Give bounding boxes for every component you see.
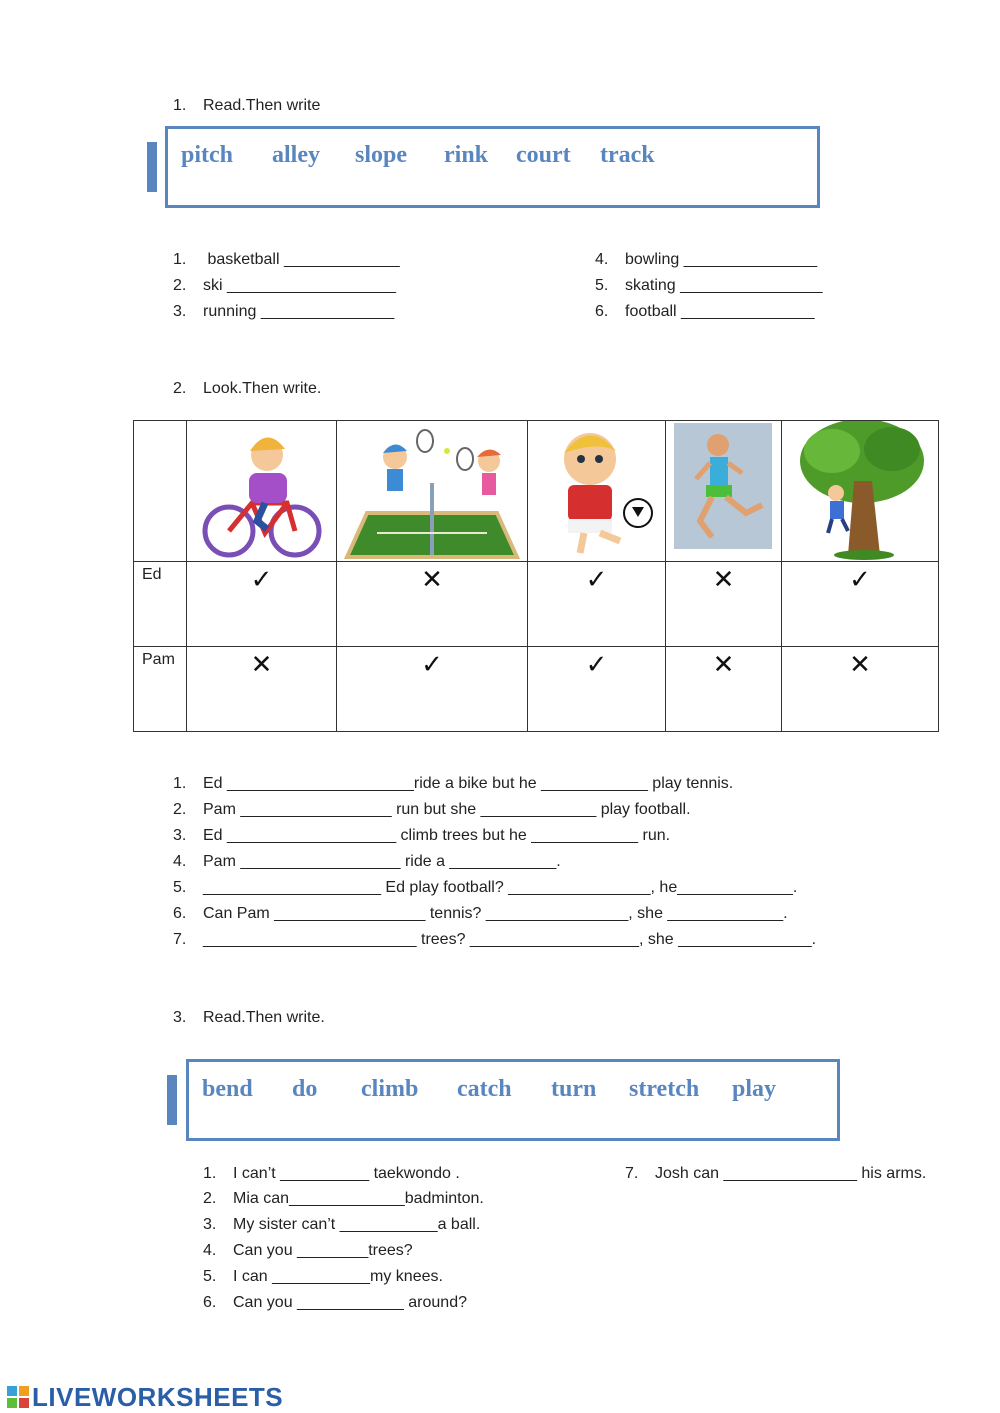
- exercise-3-item[interactable]: 7. Josh can _______________ his arms.: [625, 1165, 927, 1182]
- table-corner-cell: [134, 421, 187, 562]
- word-court: court: [516, 142, 571, 168]
- word-turn: turn: [551, 1076, 597, 1102]
- exercise-1-item[interactable]: 6. football _______________: [595, 303, 815, 320]
- word-pitch: pitch: [181, 142, 234, 168]
- exercise-3-item[interactable]: 4. Can you ________trees?: [203, 1242, 413, 1259]
- mark-icon: ✓: [585, 649, 608, 679]
- picture-cell: [528, 421, 666, 562]
- exercise-3-item[interactable]: 1. I can’t __________ taekwondo .: [203, 1165, 460, 1182]
- exercise-2-item[interactable]: 2. Pam _________________ run but she _____________ play football.: [173, 801, 691, 818]
- exercise-2-item[interactable]: 7. ________________________ trees? ___________________, she _______________.: [173, 931, 817, 948]
- bike-riding-picture: [187, 421, 336, 561]
- exercise-3-item[interactable]: 5. I can ___________my knees.: [203, 1268, 443, 1285]
- mark-icon: ✕: [250, 649, 273, 679]
- row-name-cell: Pam: [134, 647, 187, 732]
- word-do: do: [292, 1076, 318, 1102]
- section-3-heading: 3. Read.Then write.: [173, 1009, 325, 1026]
- word-stretch: stretch: [629, 1076, 700, 1102]
- tennis-picture: [337, 421, 527, 561]
- mark-icon: ✕: [712, 564, 735, 594]
- word-climb: climb: [361, 1076, 419, 1102]
- exercise-3-item[interactable]: 6. Can you ____________ around?: [203, 1294, 467, 1311]
- word-slope: slope: [355, 142, 408, 168]
- mark-cell: [528, 647, 666, 732]
- tree-climbing-picture: [782, 421, 938, 561]
- mark-icon: ✓: [421, 649, 443, 679]
- exercise-1-item[interactable]: 1. basketball _____________: [173, 251, 400, 268]
- exercise-2-item[interactable]: 6. Can Pam _________________ tennis? ________________, she _____________.: [173, 905, 788, 922]
- exercise-1-item[interactable]: 3. running _______________: [173, 303, 395, 320]
- word-box-1: [165, 126, 820, 208]
- mark-cell: [187, 647, 337, 732]
- exercise-3-item[interactable]: 2. Mia can_____________badminton.: [203, 1190, 484, 1207]
- word-bend: bend: [202, 1076, 253, 1102]
- word-catch: catch: [457, 1076, 512, 1102]
- word-box-bar: [167, 1075, 177, 1125]
- football-picture: [528, 421, 665, 561]
- section-1-heading: 1. Read.Then write: [173, 97, 321, 114]
- mark-cell: [337, 562, 528, 647]
- table-row-pam: [134, 647, 939, 732]
- mark-cell: [782, 647, 939, 732]
- picture-cell: [337, 421, 528, 562]
- mark-icon: ✕: [849, 649, 871, 679]
- picture-cell: [782, 421, 939, 562]
- exercise-2-item[interactable]: 1. Ed _____________________ride a bike but he ____________ play tennis.: [173, 775, 734, 792]
- table-row-ed: [134, 562, 939, 647]
- ability-table: [133, 420, 939, 732]
- word-box-bar: [147, 142, 157, 192]
- mark-cell: [528, 562, 666, 647]
- liveworksheets-logo[interactable]: LIVEWORKSHEETS: [6, 1382, 283, 1413]
- mark-icon: ✓: [585, 564, 608, 594]
- section-2-heading: 2. Look.Then write.: [173, 380, 322, 397]
- mark-cell: [782, 562, 939, 647]
- row-name-cell: Ed: [134, 562, 187, 647]
- mark-icon: ✓: [849, 564, 871, 594]
- exercise-1-item[interactable]: 2. ski ___________________: [173, 277, 397, 294]
- picture-cell: [187, 421, 337, 562]
- mark-cell: [666, 647, 782, 732]
- picture-cell: [666, 421, 782, 562]
- exercise-3-item[interactable]: 3. My sister can’t ___________a ball.: [203, 1216, 481, 1233]
- mark-cell: [666, 562, 782, 647]
- exercise-2-item[interactable]: 3. Ed ___________________ climb trees but he ____________ run.: [173, 827, 671, 844]
- word-play: play: [732, 1076, 777, 1102]
- exercise-2-item[interactable]: 4. Pam __________________ ride a ____________.: [173, 853, 561, 870]
- word-track: track: [600, 142, 655, 168]
- mark-icon: ✕: [712, 649, 735, 679]
- mark-cell: [187, 562, 337, 647]
- exercise-1-item[interactable]: 5. skating ________________: [595, 277, 823, 294]
- mark-icon: ✓: [250, 564, 273, 594]
- mark-icon: ✕: [421, 564, 443, 594]
- exercise-1-item[interactable]: 4. bowling _______________: [595, 251, 818, 268]
- exercise-2-item[interactable]: 5. ____________________ Ed play football? ________________, he_____________.: [173, 879, 798, 896]
- mark-cell: [337, 647, 528, 732]
- word-rink: rink: [444, 142, 489, 168]
- running-picture: [666, 421, 781, 561]
- word-alley: alley: [272, 142, 320, 168]
- logo-cubes-icon: [6, 1385, 30, 1409]
